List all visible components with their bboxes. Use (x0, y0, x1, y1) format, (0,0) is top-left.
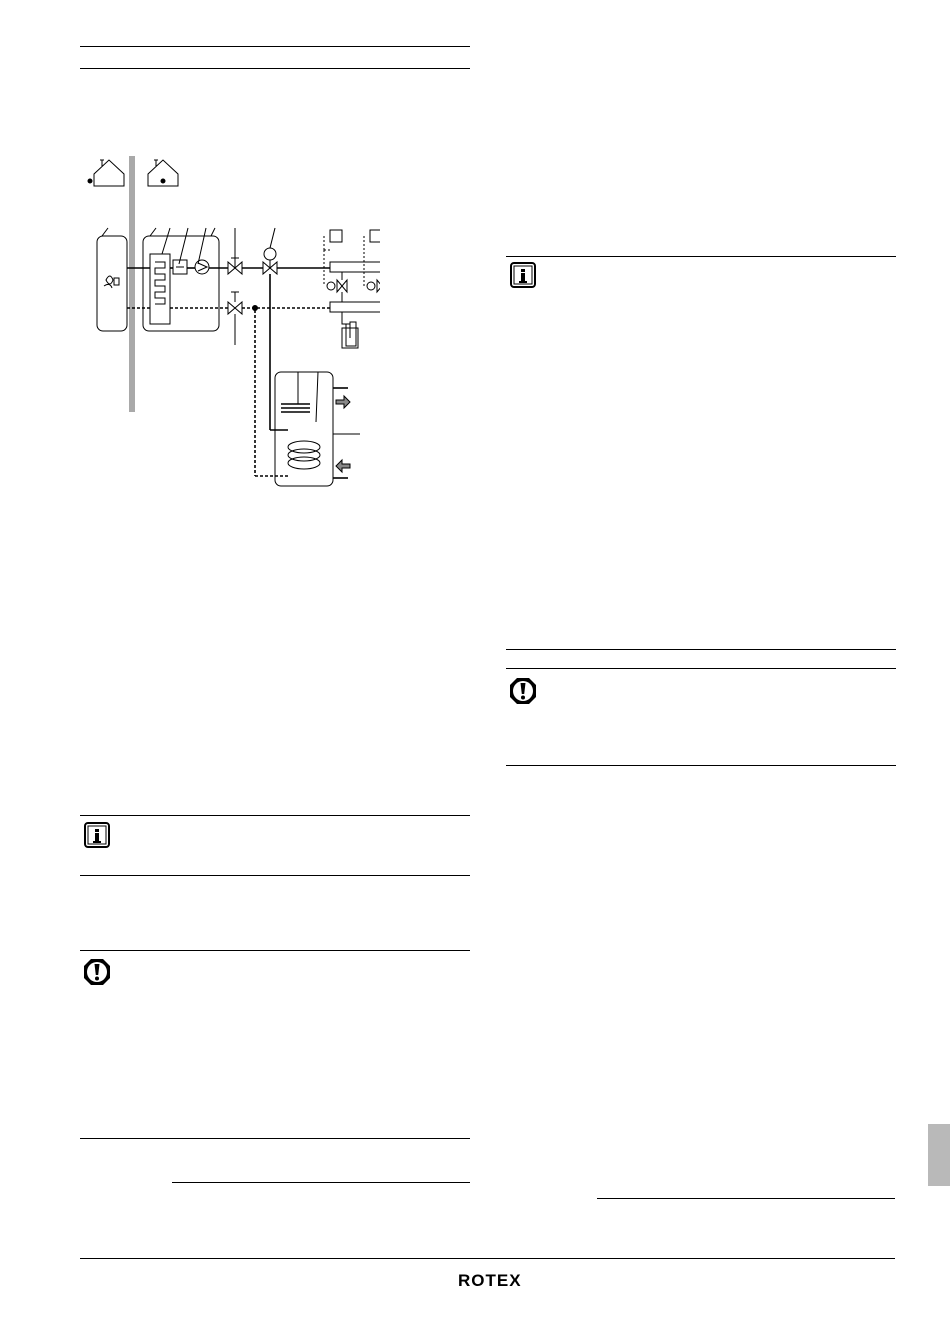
left-warning-rule-bottom (80, 1138, 470, 1139)
left-info-rule-bottom (80, 875, 470, 876)
right-warning-rule-bottom (506, 765, 896, 766)
return-manifold (330, 302, 380, 312)
hydraulic-system-diagram (80, 150, 380, 495)
zone-2 (364, 230, 380, 364)
svg-text:ROTEX: ROTEX (458, 1271, 522, 1290)
chapter-thumb-tab (928, 1124, 950, 1186)
rotex-logo (440, 1264, 540, 1292)
footer-rule (80, 1258, 895, 1259)
supply-manifold (330, 262, 380, 272)
right-warning-rule-mid (506, 668, 896, 669)
right-info-rule-top (506, 256, 896, 257)
info-icon (84, 822, 110, 848)
exclamation-icon (83, 958, 111, 986)
fan-icon (104, 276, 113, 288)
house-outdoor-icon (88, 160, 124, 186)
left-header-rule-bottom (80, 68, 470, 69)
left-table-rule (172, 1182, 470, 1183)
outdoor-unit (97, 236, 127, 331)
left-info-rule-top (80, 815, 470, 816)
left-header-rule-top (80, 46, 470, 47)
info-icon (510, 262, 536, 288)
exclamation-icon (509, 677, 537, 705)
building-wall (129, 156, 135, 412)
indoor-unit (143, 236, 219, 331)
right-warning-rule-top (506, 649, 896, 650)
left-warning-rule-top (80, 950, 470, 951)
right-table-rule (597, 1198, 895, 1199)
zone-1 (324, 230, 358, 348)
house-indoor-icon (148, 160, 178, 186)
